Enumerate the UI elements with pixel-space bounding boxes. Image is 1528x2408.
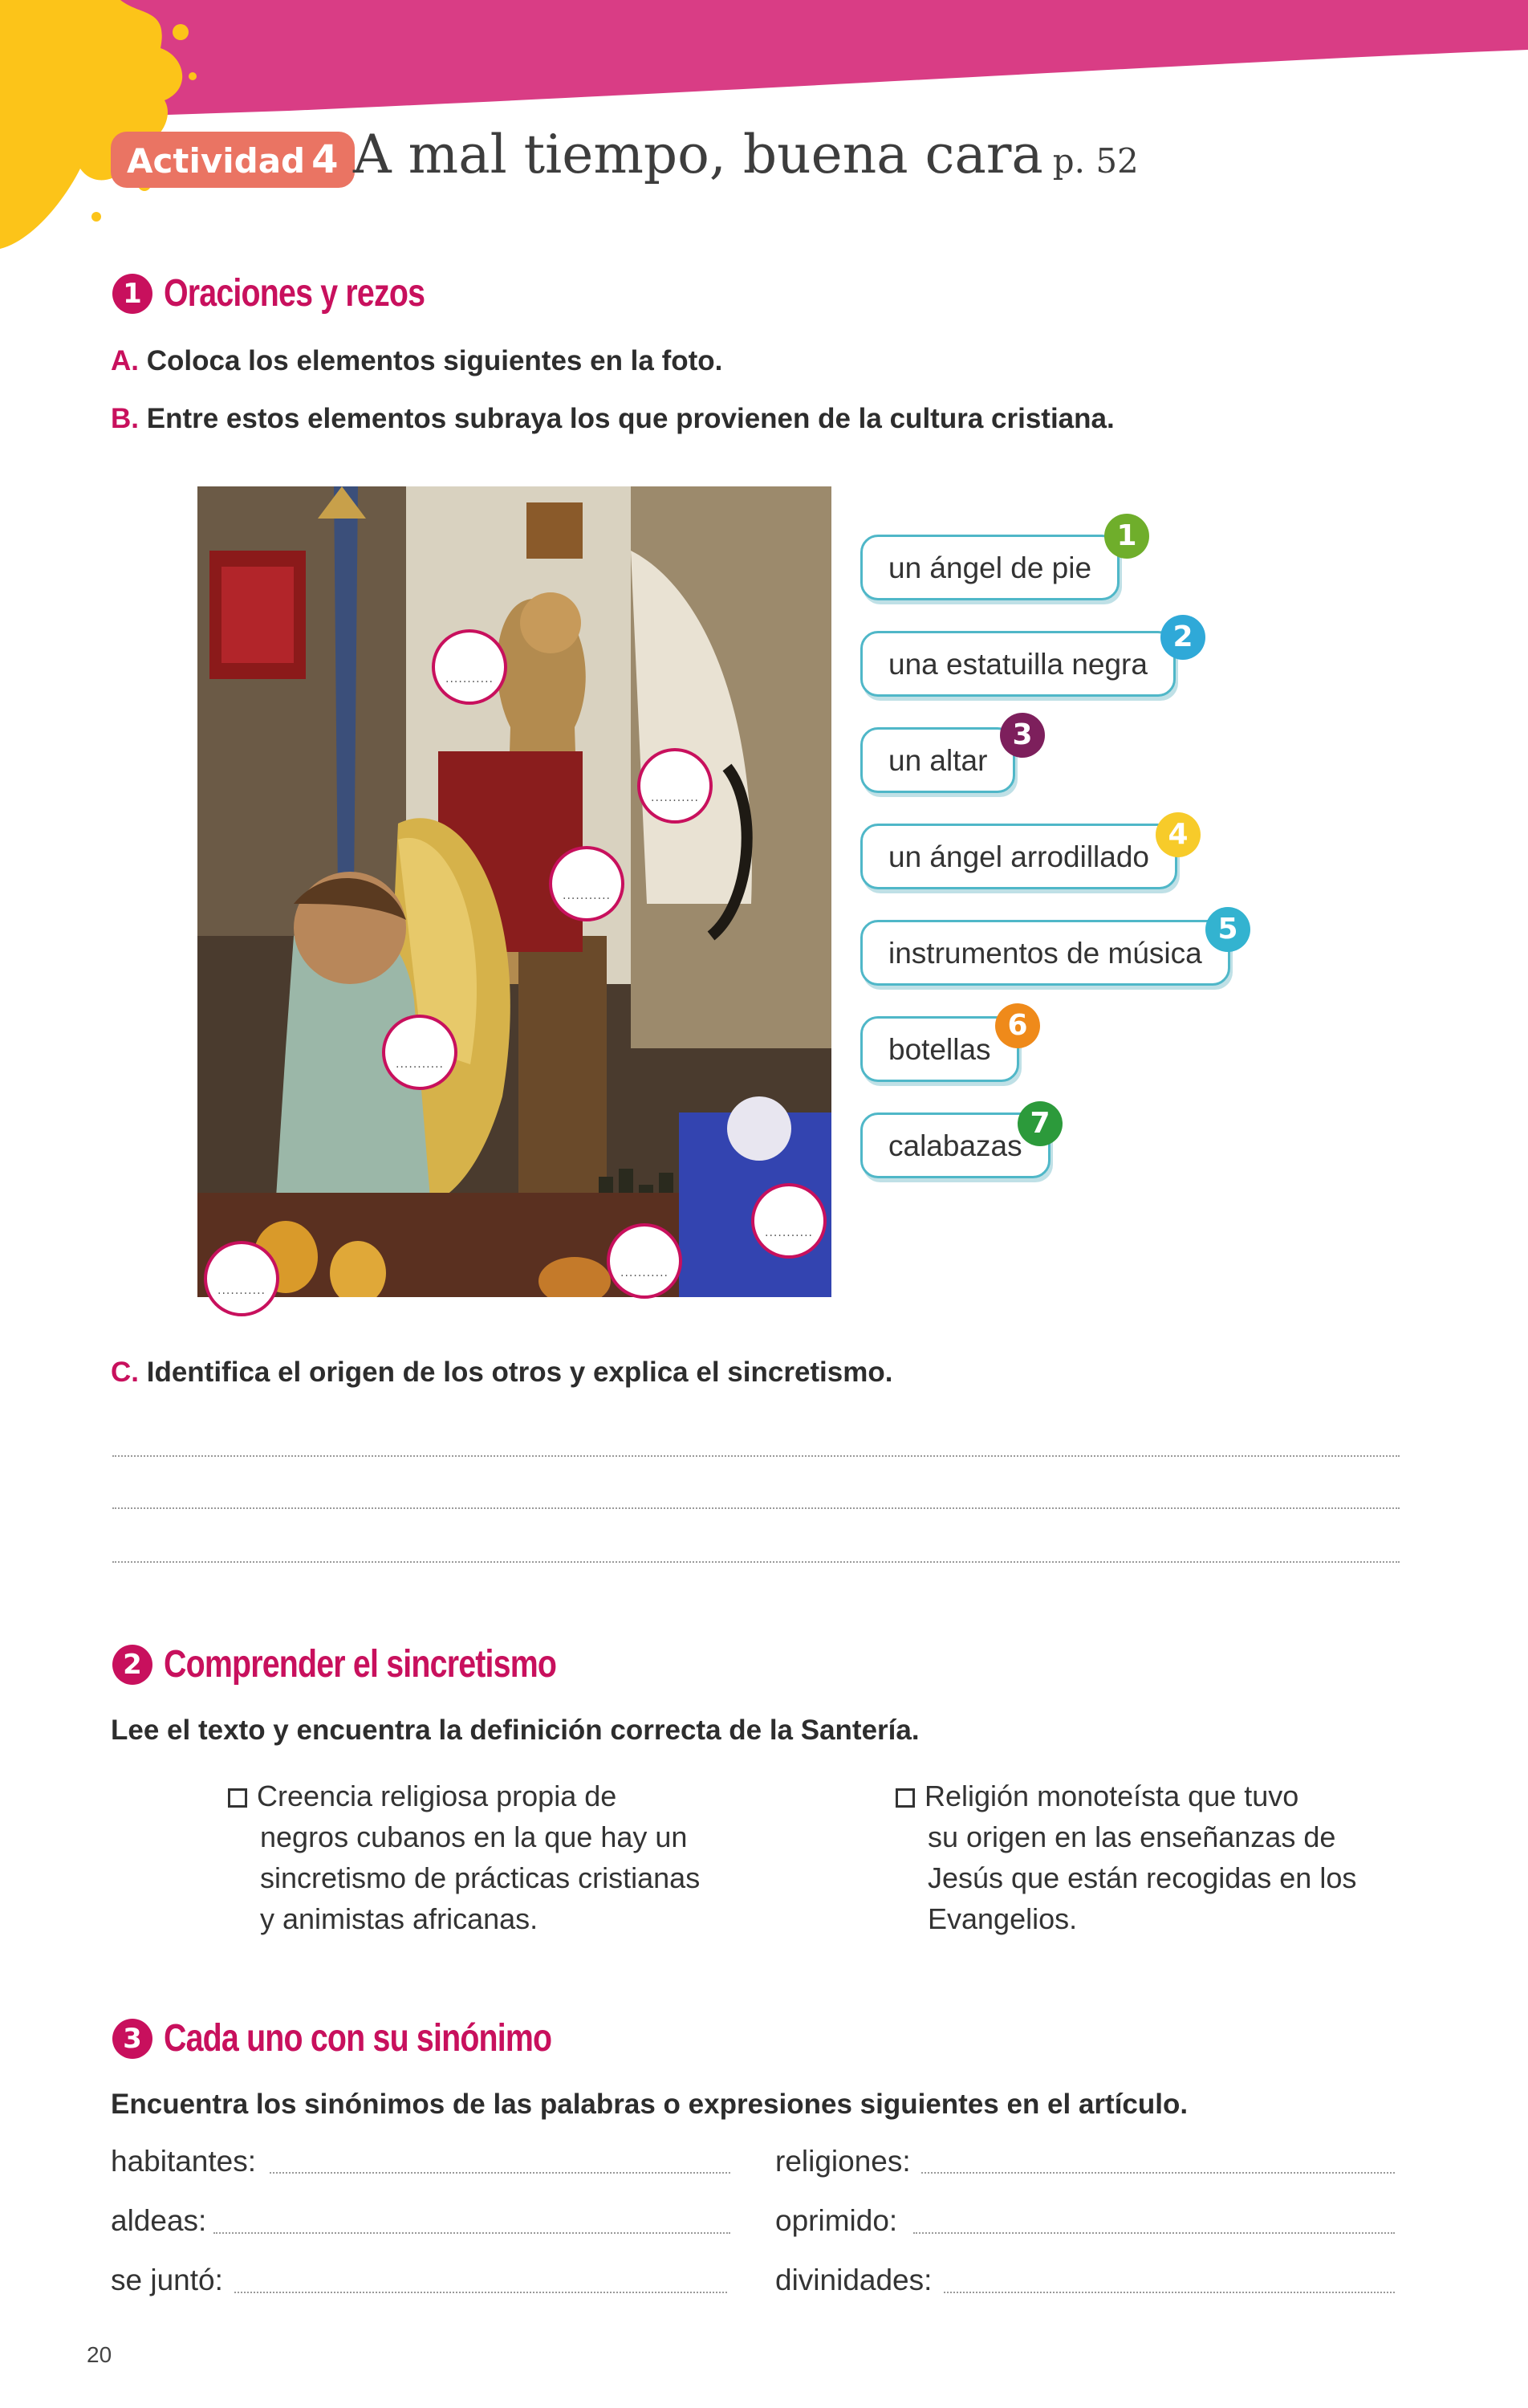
instruction-letter: A. <box>111 345 139 376</box>
checkbox[interactable] <box>896 1788 915 1808</box>
number-badge: 4 <box>1156 812 1201 857</box>
activity-title <box>353 119 1139 197</box>
number-badge: 1 <box>1104 514 1149 559</box>
number-badge: 7 <box>1018 1101 1063 1146</box>
label-item[interactable] <box>860 727 1015 793</box>
option-line: Evangelios. <box>928 1902 1078 1935</box>
section-2-heading <box>112 1642 643 1690</box>
option-right[interactable] <box>896 1775 1457 1939</box>
synonym-label: se juntó: <box>111 2264 223 2296</box>
instruction-text: Identifica el origen de los otros y explica el sincretismo. <box>146 1357 893 1388</box>
synonym-answer-line[interactable] <box>913 2232 1395 2234</box>
option-line: negros cubanos en la que hay un <box>260 1820 688 1853</box>
option-line: sincretismo de prácticas cristianas <box>260 1861 701 1894</box>
option-line: Religión monoteísta que tuvo <box>925 1780 1299 1812</box>
instruction-b <box>111 403 1115 435</box>
option-line: Jesús que están recogidas en los <box>928 1861 1357 1894</box>
paint-splash-decoration <box>0 0 209 257</box>
photo-marker[interactable] <box>382 1015 457 1090</box>
section-3-heading <box>112 2016 636 2064</box>
label-text: botellas <box>888 1033 991 1066</box>
label-text: instrumentos de música <box>888 937 1202 970</box>
synonym-label: aldeas: <box>111 2204 207 2237</box>
label-item[interactable] <box>860 631 1176 697</box>
synonym-label: religiones: <box>775 2145 911 2178</box>
section-number: 3 <box>112 2019 152 2059</box>
santeria-altar-photo <box>197 486 831 1297</box>
page-number: 20 <box>87 2342 112 2367</box>
page-reference: p. 52 <box>1052 141 1139 181</box>
section-1-heading <box>112 271 482 319</box>
option-left[interactable] <box>228 1775 790 1939</box>
synonym-answer-line[interactable] <box>270 2172 730 2174</box>
synonym-label: oprimido: <box>775 2204 898 2237</box>
section-number: 2 <box>112 1645 152 1685</box>
label-item[interactable] <box>860 535 1120 600</box>
instruction-letter: B. <box>111 403 139 434</box>
instruction-text: Coloca los elementos siguientes en la foto. <box>146 345 723 376</box>
label-text: un ángel arrodillado <box>888 840 1150 873</box>
answer-line[interactable] <box>112 1455 1400 1457</box>
number-badge: 2 <box>1160 615 1205 660</box>
section-3-instruction: Encuentra los sinónimos de las palabras o expresiones siguientes en el artículo. <box>111 2089 1189 2120</box>
label-text: calabazas <box>888 1129 1022 1162</box>
instruction-text: Entre estos elementos subraya los que provienen de la cultura cristiana. <box>146 403 1115 434</box>
section-2-instruction: Lee el texto y encuentra la definición correcta de la Santería. <box>111 1714 920 1746</box>
activity-badge <box>111 132 355 188</box>
label-text: una estatuilla negra <box>888 648 1148 681</box>
answer-line[interactable] <box>112 1561 1400 1563</box>
section-title: Cada uno con su sinónimo <box>164 2017 552 2060</box>
instruction-c <box>111 1357 892 1389</box>
photo-marker[interactable] <box>549 846 624 921</box>
synonym-answer-line[interactable] <box>234 2292 727 2293</box>
header-band <box>0 0 1528 136</box>
label-text: un ángel de pie <box>888 551 1092 584</box>
synonym-answer-line[interactable] <box>213 2232 730 2234</box>
option-line: Creencia religiosa propia de <box>257 1780 617 1812</box>
option-line: su origen en las enseñanzas de <box>928 1820 1336 1853</box>
activity-badge-number: 4 <box>311 137 339 182</box>
label-text: un altar <box>888 744 988 777</box>
activity-title-text: A mal tiempo, buena cara <box>353 124 1043 185</box>
section-title: Oraciones y rezos <box>164 272 425 315</box>
photo-marker[interactable] <box>751 1183 827 1259</box>
number-badge: 6 <box>995 1003 1040 1048</box>
section-title: Comprender el sincretismo <box>164 1643 557 1686</box>
label-item[interactable] <box>860 920 1230 986</box>
checkbox[interactable] <box>228 1788 247 1808</box>
synonym-answer-line[interactable] <box>921 2172 1395 2174</box>
instruction-a <box>111 345 722 377</box>
section-number: 1 <box>112 274 152 314</box>
number-badge: 3 <box>1000 713 1045 758</box>
synonym-label: habitantes: <box>111 2145 257 2178</box>
number-badge: 5 <box>1205 907 1250 952</box>
synonym-label: divinidades: <box>775 2264 933 2296</box>
instruction-letter: C. <box>111 1357 139 1388</box>
photo-marker[interactable] <box>637 748 713 824</box>
label-item[interactable] <box>860 824 1177 889</box>
option-line: y animistas africanas. <box>260 1902 538 1935</box>
synonym-answer-line[interactable] <box>944 2292 1395 2293</box>
photo-marker[interactable] <box>432 629 507 705</box>
photo-marker[interactable] <box>204 1241 279 1316</box>
photo-marker[interactable] <box>607 1223 682 1299</box>
activity-badge-label: Actividad <box>127 141 306 181</box>
answer-line[interactable] <box>112 1507 1400 1509</box>
